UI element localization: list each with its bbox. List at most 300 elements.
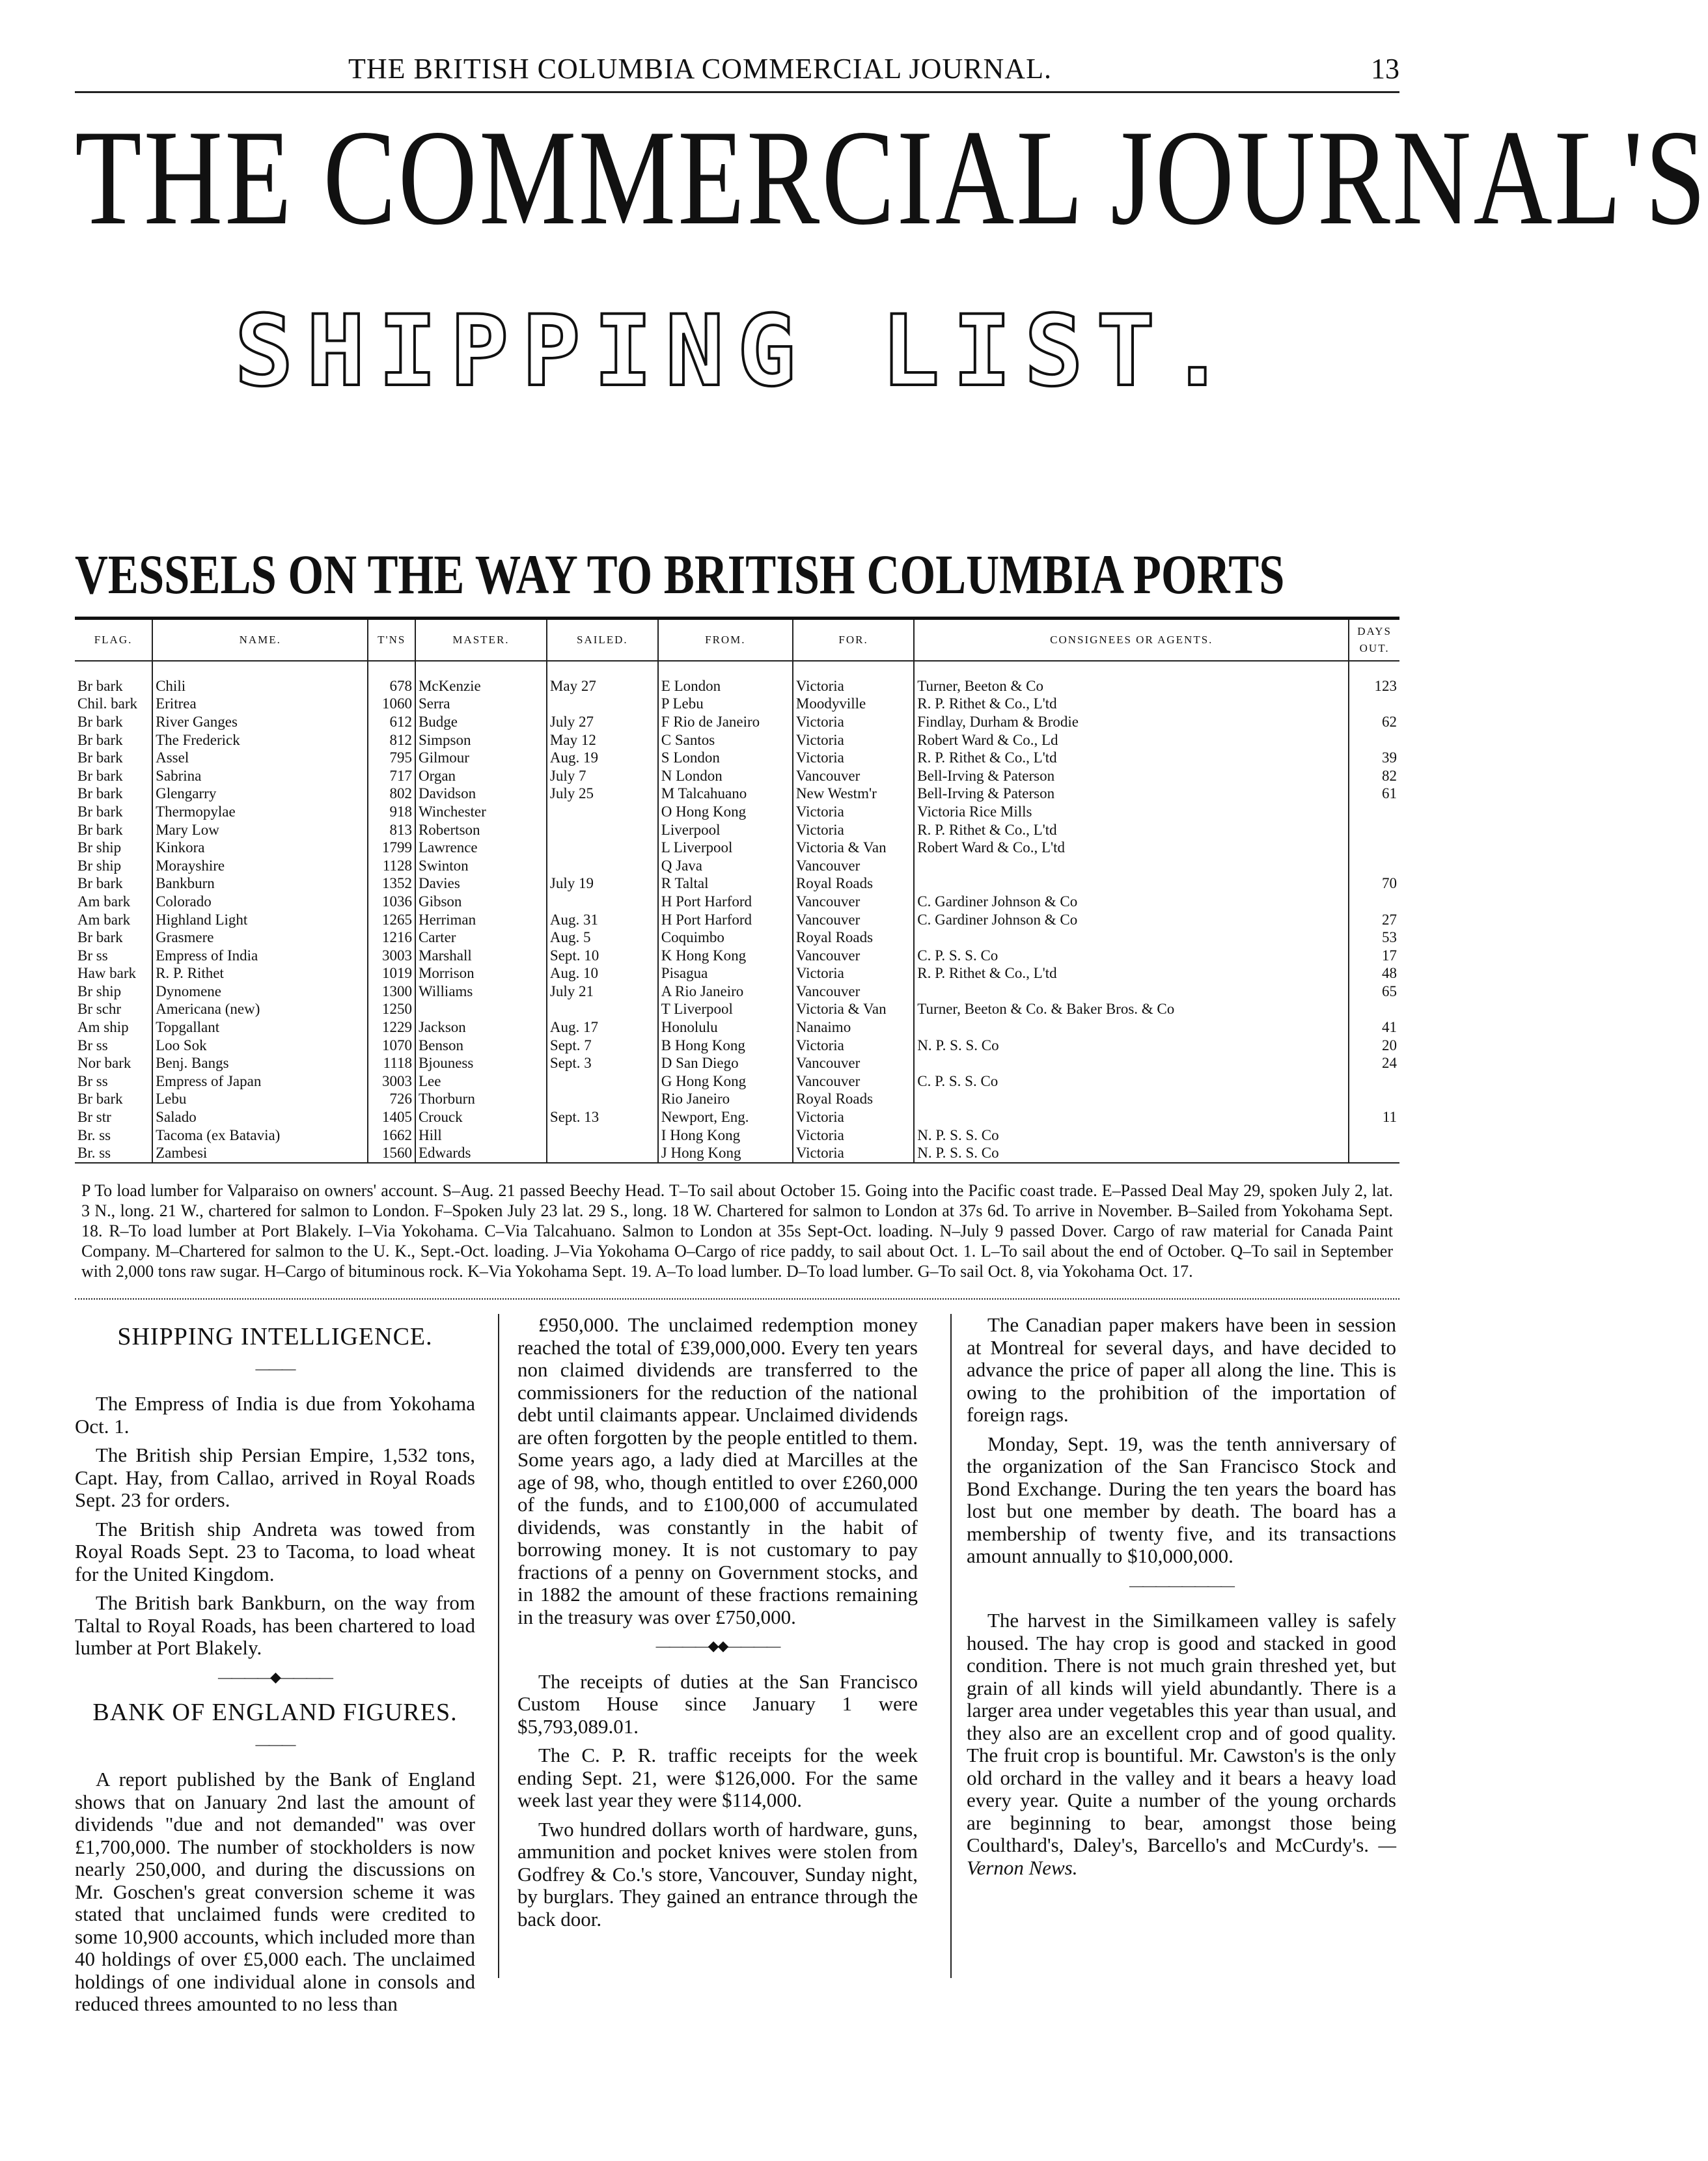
table-cell: July 25 [547,785,658,803]
table-cell: 1405 [368,1108,415,1126]
table-cell: 65 [1349,983,1399,1001]
table-cell: 70 [1349,875,1399,893]
table-cell: Vancouver [793,857,914,875]
table-cell: Royal Roads [793,1091,914,1109]
table-cell: O Hong Kong [658,803,793,821]
column-header: FROM. [658,620,793,661]
table-row [75,1054,1399,1072]
table-cell: Budge [415,713,547,731]
column-header: T'NS [368,620,415,661]
table-cell: Morayshire [152,857,368,875]
table-cell: Victoria [793,749,914,767]
table-cell [914,1091,1349,1109]
news-items [967,1314,1396,1568]
column-header: FLAG. [75,620,152,661]
table-cell: C. P. S. S. Co [914,947,1349,965]
table-cell: Herriman [415,911,547,929]
table-row [75,1126,1399,1145]
ornament-divider: ————◆———— [218,1668,332,1685]
table-row [75,857,1399,875]
table-cell: 802 [368,785,415,803]
table-cell: 795 [368,749,415,767]
table-cell: Organ [415,767,547,785]
running-head-title: THE BRITISH COLUMBIA COMMERCIAL JOURNAL. [348,53,1052,85]
table-cell: Victoria [793,803,914,821]
table-cell: 1070 [368,1037,415,1055]
table-cell: 1036 [368,893,415,911]
table-cell [914,875,1349,893]
heading-rule: ——— [255,1735,295,1752]
table-cell: Br. ss [77,1126,111,1143]
table-cell: Gilmour [415,749,547,767]
table-cell: J Hong Kong [658,1144,793,1163]
table-cell: Vancouver [793,911,914,929]
table-cell: Br str [77,1109,111,1126]
table-notes: P To load lumber for Valparaiso on owners' account. S–Aug. 21 passed Beechy Head. T–To sail about October 15. Going into the Pacific coast trade. E–Passed Deal May 29, spoken July 2, lat. 3 N., long. 21 W., chartered for salmon to London. F–Spoken July 23 lat. 29 S., long. 18 W. Chartered for salmon to London at 37s 6d. To arrive in November. B–Sailed from Yokohama Sept. 18. R–To load lumber at Port Blakely. I–Via Yokohama. C–Via Talcahuano. Salmon to London at 35s Sept-Oct. loading. N–July 9 passed Dover. Cargo of raw material for Canada Paint Company. M–Chartered for salmon to the U. K., Sept.-Oct. loading. J–Via Yokohama O–Cargo of rice paddy, to sail about Oct. 1. L–To sail about the end of October. Q–To sail in September with 2,000 tons raw sugar. H–Cargo of bituminous rock. K–Via Yokohama Sept. 19. A–To load lumber. D–To load lumber. G–To sail Oct. 8, via Yokohama Oct. 17. [81,1181,1393,1281]
table-cell [1349,731,1399,749]
column-rule [950,1314,952,1978]
table-cell: Crouck [415,1108,547,1126]
table-cell: D San Diego [658,1054,793,1072]
paragraph: The Empress of India is due from Yokohama Oct. 1. [75,1392,475,1438]
table-cell: Vancouver [793,1054,914,1072]
table-cell: Aug. 31 [547,911,658,929]
table-row [75,695,1399,714]
table-cell [415,1001,547,1019]
table-cell: Victoria [793,821,914,839]
table-cell: July 21 [547,983,658,1001]
table-cell: Sept. 7 [547,1037,658,1055]
table-cell: 1799 [368,839,415,857]
table-cell: Empress of India [152,947,368,965]
table-cell: 726 [368,1091,415,1109]
table-cell: Serra [415,695,547,714]
table-cell: 27 [1349,911,1399,929]
table-cell [914,1018,1349,1037]
newspaper-page [75,52,1708,2016]
table-cell: Marshall [415,947,547,965]
table-cell [1349,821,1399,839]
table-cell: Br. ss [77,1145,111,1162]
table-body [75,661,1399,1163]
table-cell: N. P. S. S. Co [914,1144,1349,1163]
table-cell: C. P. S. S. Co [914,1072,1349,1091]
table-cell: Highland Light [152,911,368,929]
table-cell: Newport, Eng. [658,1108,793,1126]
table-cell: Br schr [77,1001,122,1018]
table-cell: Glengarry [152,785,368,803]
table-cell: Chil. bark [77,695,137,712]
table-cell [1349,857,1399,875]
table-cell: Carter [415,928,547,947]
table-cell: 82 [1349,767,1399,785]
table-cell: River Ganges [152,713,368,731]
bank-figures-heading: BANK OF ENGLAND FIGURES. [92,1699,458,1727]
table-cell: M Talcahuano [658,785,793,803]
table-cell: Bankburn [152,875,368,893]
table-cell: Mary Low [152,821,368,839]
table-cell: 918 [368,803,415,821]
table-cell: Haw bark [77,965,137,982]
page-number: 13 [1371,53,1399,85]
paragraph: Two hundred dollars worth of hardware, guns, ammunition and pocket knives were stolen from Godfrey & Co.'s store, Vancouver, Sunday night, by burglars. They gained an entrance through the back door. [517,1817,918,1931]
table-cell: Bell-Irving & Paterson [914,767,1349,785]
table-cell: N. P. S. S. Co [914,1037,1349,1055]
table-row [75,911,1399,929]
column-header: CONSIGNEES OR AGENTS. [914,620,1349,661]
table-cell: Vancouver [793,947,914,965]
shipping-list-heading: SHIPPING LIST. [234,295,1240,408]
table-cell: 812 [368,731,415,749]
table-cell [547,1072,658,1091]
table-cell: Br ship [77,983,122,999]
table-cell: Br bark [77,677,123,694]
table-cell: R. P. Rithet & Co., L'td [914,821,1349,839]
table-header-row [75,620,1399,661]
table-cell [547,893,658,911]
table-cell: Gibson [415,893,547,911]
table-cell: Williams [415,983,547,1001]
table-cell: Am ship [77,1019,129,1036]
paragraph: Monday, Sept. 19, was the tenth anniversary of the organization of the San Francisco Stock and Bond Exchange. During the ten years the board has lost but one member by death. The board has a membership of twenty five, and its transactions amount annually to $10,000,000. [967,1432,1396,1568]
table-cell: Bell-Irving & Paterson [914,785,1349,803]
table-cell: Salado [152,1108,368,1126]
table-cell: 24 [1349,1054,1399,1072]
running-head [75,52,1399,93]
table-cell [1349,1001,1399,1019]
table-cell: Nanaimo [793,1018,914,1037]
table-cell: Victoria [793,1037,914,1055]
table-cell: Coquimbo [658,928,793,947]
table-cell: Br ss [77,947,108,964]
bank-figures-body [75,1768,475,2016]
table-cell: Br bark [77,875,123,892]
table-cell: Victoria & Van [793,1001,914,1019]
table-cell: Vancouver [793,1072,914,1091]
column-1 [75,1314,475,2022]
column-rule [498,1314,499,1978]
table-cell: I Hong Kong [658,1126,793,1145]
separator-rule [75,1298,1399,1300]
table-cell: Turner, Beeton & Co. & Baker Bros. & Co [914,1001,1349,1019]
table-cell: Br bark [77,803,123,820]
article-columns [75,1313,1399,2016]
table-row [75,839,1399,857]
paragraph-text: The harvest in the Similkameen valley is safely housed. The hay crop is good and stacked in good condition. There is not much grain threshed yet, but grain of all kinds will yield abundantly. There is a larger area under vegetables this year than usual, and they also are an excellent crop and of good quality. The fruit crop is bountiful. Mr. Cawston's is the only old orchard in the valley and it bears a heavy load every year. Quite a number of the young orchards are beginning to bear, amongst those being Coulthard's, Daley's, Barcello's and McCurdy's. [967,1609,1396,1857]
table-cell: C. Gardiner Johnson & Co [914,911,1349,929]
table-cell: Victoria [793,965,914,983]
table-cell: Pisagua [658,965,793,983]
table-cell: May 12 [547,731,658,749]
table-cell: Lawrence [415,839,547,857]
table-cell: 123 [1349,661,1399,695]
table-cell: Br bark [77,929,123,946]
table-cell: L Liverpool [658,839,793,857]
table-cell: 1250 [368,1001,415,1019]
table-cell: 1560 [368,1144,415,1163]
table-row [75,1072,1399,1091]
shipping-table [75,620,1399,1164]
table-cell: Thorburn [415,1091,547,1109]
table-cell [1349,695,1399,714]
table-cell [914,1054,1349,1072]
table-cell: Edwards [415,1144,547,1163]
table-cell: Lebu [152,1091,368,1109]
table-cell: Br bark [77,749,123,766]
table-cell: R. P. Rithet & Co., L'td [914,749,1349,767]
table-cell: Benson [415,1037,547,1055]
table-cell [1349,1091,1399,1109]
table-cell: 41 [1349,1018,1399,1037]
table-row [75,1108,1399,1126]
table-cell: R. P. Rithet & Co., L'td [914,965,1349,983]
table-cell: Assel [152,749,368,767]
table-row [75,803,1399,821]
table-cell: G Hong Kong [658,1072,793,1091]
shipping-intelligence-heading: SHIPPING INTELLIGENCE. [117,1323,433,1351]
table-cell [547,839,658,857]
table-cell: Nor bark [77,1055,131,1072]
table-cell: New Westm'r [793,785,914,803]
table-row [75,661,1399,695]
table-cell: A Rio Janeiro [658,983,793,1001]
table-cell: 678 [368,661,415,695]
table-cell: Victoria [793,713,914,731]
table-cell: Robert Ward & Co., L'td [914,839,1349,857]
table-cell: Aug. 19 [547,749,658,767]
table-cell: Liverpool [658,821,793,839]
table-cell: 61 [1349,785,1399,803]
table-cell: Empress of Japan [152,1072,368,1091]
similkameen-harvest-paragraph [967,1610,1396,1879]
bank-figures-continued [517,1314,918,1628]
table-cell: Rio Janeiro [658,1091,793,1109]
table-cell: 1060 [368,695,415,714]
table-cell: Sabrina [152,767,368,785]
table-cell: Vancouver [793,983,914,1001]
table-cell [547,1126,658,1145]
table-cell: Dynomene [152,983,368,1001]
table-cell [547,857,658,875]
table-cell: Br bark [77,821,123,838]
paragraph: The Canadian paper makers have been in session at Montreal for several days, and have decided to advance the price of paper all along the line. This is owing to the prohibition of the importation of foreign rags. [967,1313,1396,1427]
table-cell [1349,893,1399,911]
table-cell: Winchester [415,803,547,821]
table-cell [1349,1072,1399,1091]
table-cell: Turner, Beeton & Co [914,661,1349,695]
table-cell: N. P. S. S. Co [914,1126,1349,1145]
table-cell: 1229 [368,1018,415,1037]
table-row [75,875,1399,893]
table-row [75,713,1399,731]
table-cell: 3003 [368,1072,415,1091]
table-cell: Hill [415,1126,547,1145]
column-header: DAYS OUT. [1349,620,1399,661]
table-cell: Zambesi [152,1144,368,1163]
table-cell: B Hong Kong [658,1037,793,1055]
table-cell: Q Java [658,857,793,875]
table-cell: Chili [152,661,368,695]
table-cell: Aug. 17 [547,1018,658,1037]
table-cell: 48 [1349,965,1399,983]
table-row [75,965,1399,983]
table-cell: Br bark [77,731,123,748]
table-cell: July 7 [547,767,658,785]
table-cell: Sept. 3 [547,1054,658,1072]
table-cell: 813 [368,821,415,839]
table-cell: Br bark [77,785,123,802]
table-cell: 62 [1349,713,1399,731]
table-cell: T Liverpool [658,1001,793,1019]
table-cell: Br ship [77,839,122,856]
table-cell [1349,839,1399,857]
paragraph: The C. P. R. traffic receipts for the week ending Sept. 21, were $126,000. For the same week last year they were $114,000. [517,1744,918,1812]
attribution: — Vernon News. [967,1833,1397,1879]
paragraph: A report published by the Bank of England shows that on January 2nd last the amount of dividends "due and not demanded" was over £1,700,000. The number of stockholders is now nearly 250,000, and during the discussions on Mr. Goschen's great conversion scheme it was stated that unclaimed funds were credited to some 10,900 accounts, which included more than 40 holdings of over £5,000 each. The unclaimed holdings of one individual alone in consols and reduced threes amounted to no less than [75,1768,475,2016]
table-row [75,749,1399,767]
paragraph: The British ship Andreta was towed from Royal Roads Sept. 23 to Tacoma, to load wheat for the United Kingdom. [75,1517,475,1585]
column-3 [967,1314,1396,1879]
table-cell: Am bark [77,911,131,928]
table-cell: R. P. Rithet & Co., L'td [914,695,1349,714]
table-cell: R Taltal [658,875,793,893]
table-cell: 1352 [368,875,415,893]
table-cell [547,1144,658,1163]
table-cell: Findlay, Durham & Brodie [914,713,1349,731]
table-cell: Victoria & Van [793,839,914,857]
table-cell: 17 [1349,947,1399,965]
table-cell: C. Gardiner Johnson & Co [914,893,1349,911]
table-cell [547,695,658,714]
table-cell: Morrison [415,965,547,983]
table-row [75,893,1399,911]
shipping-intelligence-body [75,1393,475,1660]
table-cell: Colorado [152,893,368,911]
table-cell: N London [658,767,793,785]
page-title: THE COMMERCIAL JOURNAL'S [75,102,1708,253]
table-cell: R. P. Rithet [152,965,368,983]
table-cell: Br bark [77,713,123,730]
paragraph: £950,000. The unclaimed redemption money reached the total of £39,000,000. Every ten years non claimed dividends are transferred to the commissioners for the reduction of the national debt until claimants appear. Unclaimed dividends are often forgotten by the people entitled to them. Some years ago, a lady died at Marcilles at the age of 98, who, though entitled to over £260,000 of the funds, and to £100,000 of accumulated dividends, was constantly in the habit of borrowing money. It is not customary to pay fractions of a penny on Government stocks, and in 1882 the amount of these fractions remaining in the treasury was over £750,000. [517,1313,918,1628]
table-cell: Benj. Bangs [152,1054,368,1072]
ornament-divider: ————◆◆———— [655,1638,780,1654]
table-cell: 1019 [368,965,415,983]
table-row [75,1001,1399,1019]
table-cell: Topgallant [152,1018,368,1037]
table-cell: E London [658,661,793,695]
column-header: FOR. [793,620,914,661]
table-cell: Grasmere [152,928,368,947]
table-cell: Aug. 5 [547,928,658,947]
table-cell: Jackson [415,1018,547,1037]
table-cell: The Frederick [152,731,368,749]
table-row [75,1018,1399,1037]
table-cell: Royal Roads [793,928,914,947]
table-cell: Br ship [77,857,122,874]
table-cell: Tacoma (ex Batavia) [152,1126,368,1145]
column-2 [517,1314,918,1937]
column-header: NAME. [152,620,368,661]
table-cell: 1216 [368,928,415,947]
table-row [75,821,1399,839]
table-cell: 1265 [368,911,415,929]
table-cell: Vancouver [793,767,914,785]
table-cell: Davies [415,875,547,893]
table-cell: July 19 [547,875,658,893]
table-cell: Victoria [793,731,914,749]
table-cell: Kinkora [152,839,368,857]
table-cell: Br ss [77,1072,108,1089]
table-row [75,1037,1399,1055]
table-cell: Thermopylae [152,803,368,821]
table-cell [1349,1126,1399,1145]
paragraph: The receipts of duties at the San Francisco Custom House since January 1 were $5,793,089.01. [517,1669,918,1738]
table-row [75,947,1399,965]
table-cell: Victoria [793,1144,914,1163]
table-cell: 20 [1349,1037,1399,1055]
table-cell: Davidson [415,785,547,803]
table-cell: Aug. 10 [547,965,658,983]
table-cell: 1128 [368,857,415,875]
table-cell: 39 [1349,749,1399,767]
table-row [75,785,1399,803]
table-cell: McKenzie [415,661,547,695]
table-cell [914,983,1349,1001]
table-cell: 11 [1349,1108,1399,1126]
table-cell [547,1001,658,1019]
table-cell: Eritrea [152,695,368,714]
table-cell: Swinton [415,857,547,875]
table-cell: 1118 [368,1054,415,1072]
table-cell: Sept. 10 [547,947,658,965]
table-cell: Br bark [77,1091,123,1108]
table-cell: S London [658,749,793,767]
table-cell [914,928,1349,947]
table-row [75,983,1399,1001]
table-cell [914,1108,1349,1126]
table-cell: Bjouness [415,1054,547,1072]
table-cell: Br ss [77,1037,108,1053]
table-cell: Robertson [415,821,547,839]
table-cell: Victoria [793,1126,914,1145]
table-cell: H Port Harford [658,893,793,911]
table-cell: Robert Ward & Co., Ld [914,731,1349,749]
table-cell [547,803,658,821]
table-cell: Loo Sok [152,1037,368,1055]
table-cell: C Santos [658,731,793,749]
table-cell: 53 [1349,928,1399,947]
table-cell: 612 [368,713,415,731]
table-cell: May 27 [547,661,658,695]
paragraph: The British ship Persian Empire, 1,532 tons, Capt. Hay, from Callao, arrived in Royal Roads Sept. 23 for orders. [75,1443,475,1512]
table-cell: Am bark [77,893,131,910]
table-cell: 3003 [368,947,415,965]
table-cell: Simpson [415,731,547,749]
heading-rule: ——— [255,1359,295,1376]
table-cell [547,821,658,839]
table-cell: Vancouver [793,893,914,911]
table-cell [547,1091,658,1109]
table-cell [914,857,1349,875]
table-row [75,731,1399,749]
table-cell [1349,1144,1399,1163]
column-header: SAILED. [547,620,658,661]
table-cell: Victoria [793,1108,914,1126]
table-row [75,1091,1399,1109]
table-cell: Sept. 13 [547,1108,658,1126]
table-cell: Victoria [793,661,914,695]
table-cell: Moodyville [793,695,914,714]
